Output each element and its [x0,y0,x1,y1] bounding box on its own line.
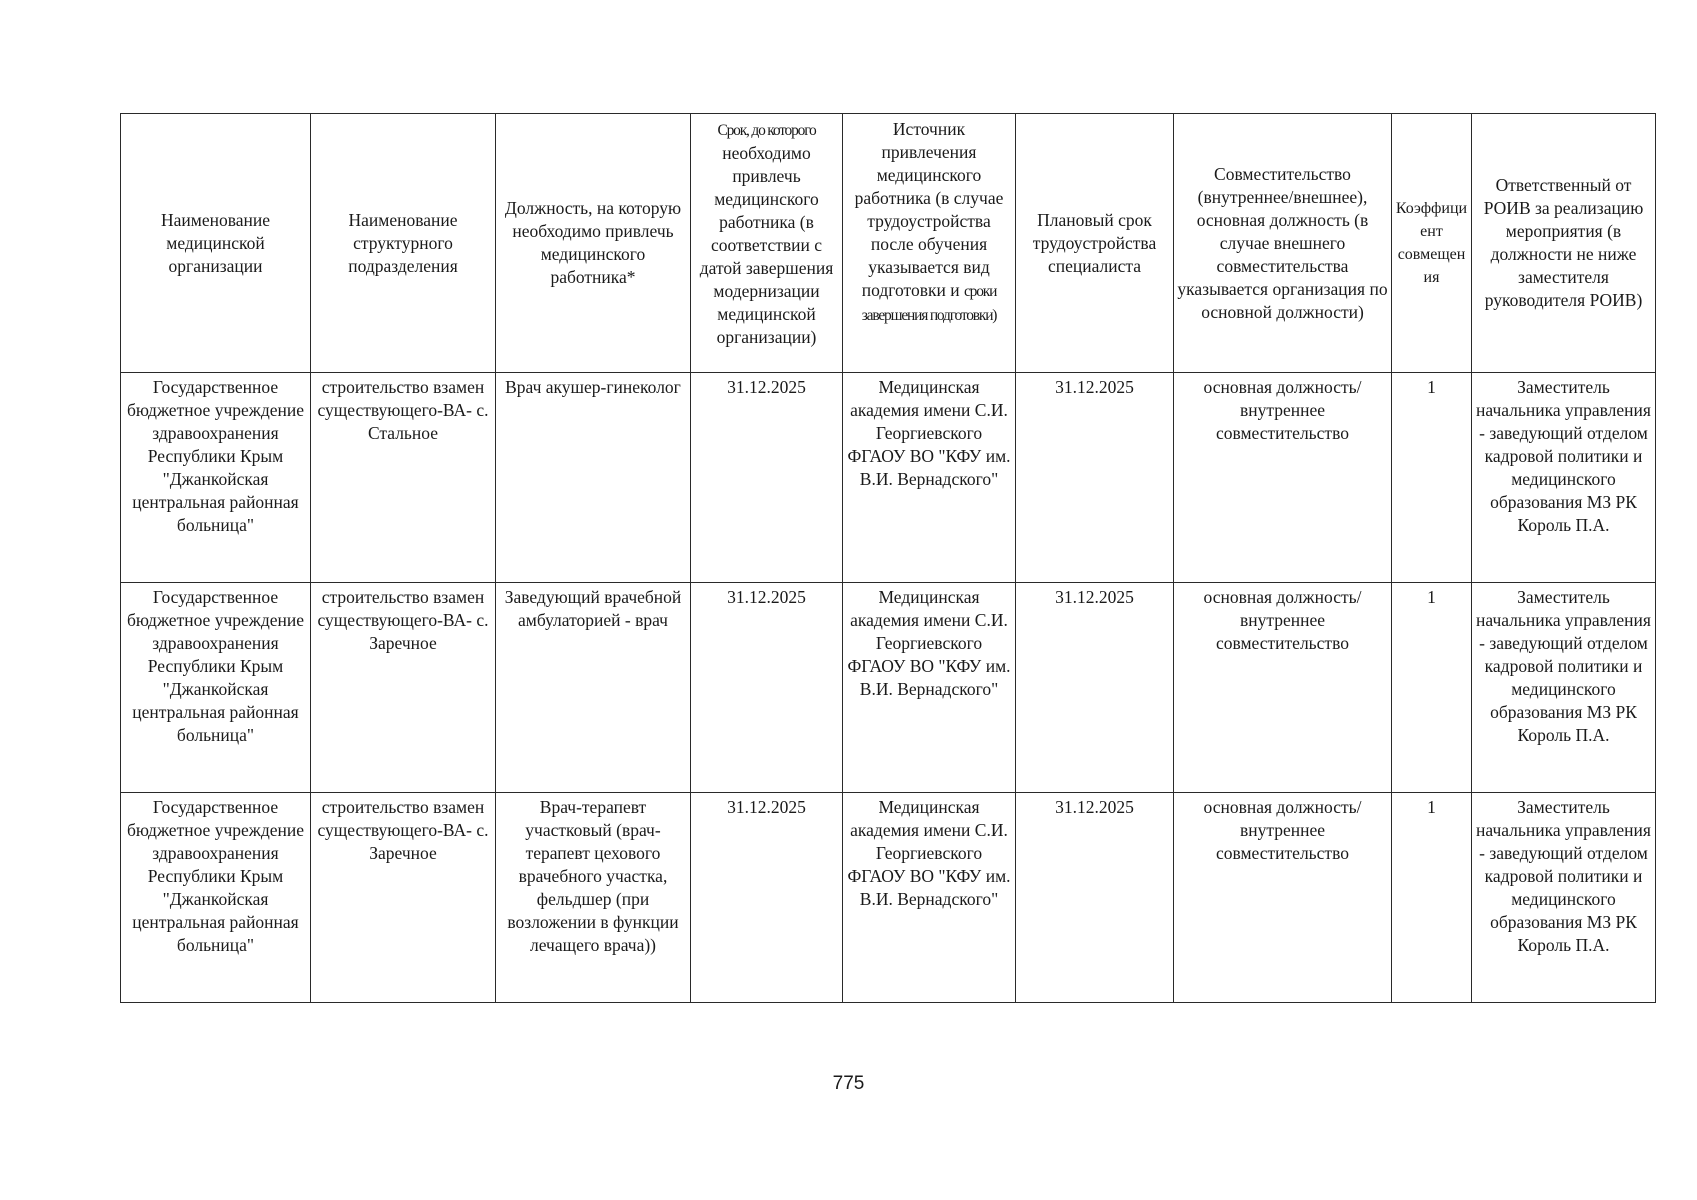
header-coefficient: Коэффициент совмещения [1392,114,1472,373]
cell-responsible: Заместитель начальника управления - заведующий отделом кадровой политики и медицинского образования МЗ РК Король П.А. [1472,793,1656,1003]
cell-source: Медицинская академия имени С.И. Георгиевского ФГАОУ ВО "КФУ им. В.И. Вернадского" [843,583,1016,793]
header-responsible: Ответственный от РОИВ за реализацию мероприятия (в должности не ниже заместителя руководителя РОИВ) [1472,114,1656,373]
header-position: Должность, на которую необходимо привлечь медицинского работника* [496,114,691,373]
cell-position: Врач акушер-гинеколог [496,373,691,583]
header-combination: Совместительство (внутреннее/внешнее), основная должность (в случае внешнего совместительства указывается организация по основной должности) [1174,114,1392,373]
cell-deadline: 31.12.2025 [691,583,843,793]
staffing-table [120,113,1656,1003]
cell-division: строительство взамен существующего-ВА- с. Стальное [311,373,496,583]
cell-division: строительство взамен существующего-ВА- с. Заречное [311,583,496,793]
cell-planned-date: 31.12.2025 [1016,583,1174,793]
table-row [121,793,1656,1003]
cell-org-name: Государственное бюджетное учреждение здравоохранения Республики Крым "Джанкойская центральная районная больница" [121,583,311,793]
header-source-main: Источник привлечения медицинского работника (в случае трудоустройства после обучения указывается вид подготовки и [854,119,1004,300]
cell-source: Медицинская академия имени С.И. Георгиевского ФГАОУ ВО "КФУ им. В.И. Вернадского" [843,373,1016,583]
cell-deadline: 31.12.2025 [691,793,843,1003]
cell-deadline: 31.12.2025 [691,373,843,583]
header-planned-date: Плановый срок трудоустройства специалиста [1016,114,1174,373]
cell-org-name: Государственное бюджетное учреждение здравоохранения Республики Крым "Джанкойская центральная районная больница" [121,793,311,1003]
header-deadline [691,114,843,373]
header-division: Наименование структурного подразделения [311,114,496,373]
cell-position: Заведующий врачебной амбулаторией - врач [496,583,691,793]
cell-combination: основная должность/ внутреннее совместительство [1174,373,1392,583]
header-deadline-rest: необходимо привлечь медицинского работника (в соответствии с датой завершения модернизации медицинской организации) [699,143,834,347]
header-source [843,114,1016,373]
table-row [121,583,1656,793]
cell-planned-date: 31.12.2025 [1016,793,1174,1003]
page-number: 775 [832,1073,865,1094]
header-source-condensed: сроки завершения подготовки) [861,283,997,324]
cell-source: Медицинская академия имени С.И. Георгиевского ФГАОУ ВО "КФУ им. В.И. Вернадского" [843,793,1016,1003]
header-org-name: Наименование медицинской организации [121,114,311,373]
cell-coefficient: 1 [1392,793,1472,1003]
table-row [121,373,1656,583]
cell-coefficient: 1 [1392,373,1472,583]
cell-combination: основная должность/ внутреннее совместительство [1174,583,1392,793]
cell-planned-date: 31.12.2025 [1016,373,1174,583]
table-header-row [121,114,1656,373]
cell-org-name: Государственное бюджетное учреждение здравоохранения Республики Крым "Джанкойская центральная районная больница" [121,373,311,583]
cell-position: Врач-терапевт участковый (врач-терапевт цехового врачебного участка, фельдшер (при возложении в функции лечащего врача)) [496,793,691,1003]
cell-responsible: Заместитель начальника управления - заведующий отделом кадровой политики и медицинского образования МЗ РК Король П.А. [1472,583,1656,793]
cell-combination: основная должность/ внутреннее совместительство [1174,793,1392,1003]
header-deadline-condensed: Срок, до которого [717,122,816,139]
cell-division: строительство взамен существующего-ВА- с. Заречное [311,793,496,1003]
cell-coefficient: 1 [1392,583,1472,793]
cell-responsible: Заместитель начальника управления - заведующий отделом кадровой политики и медицинского образования МЗ РК Король П.А. [1472,373,1656,583]
